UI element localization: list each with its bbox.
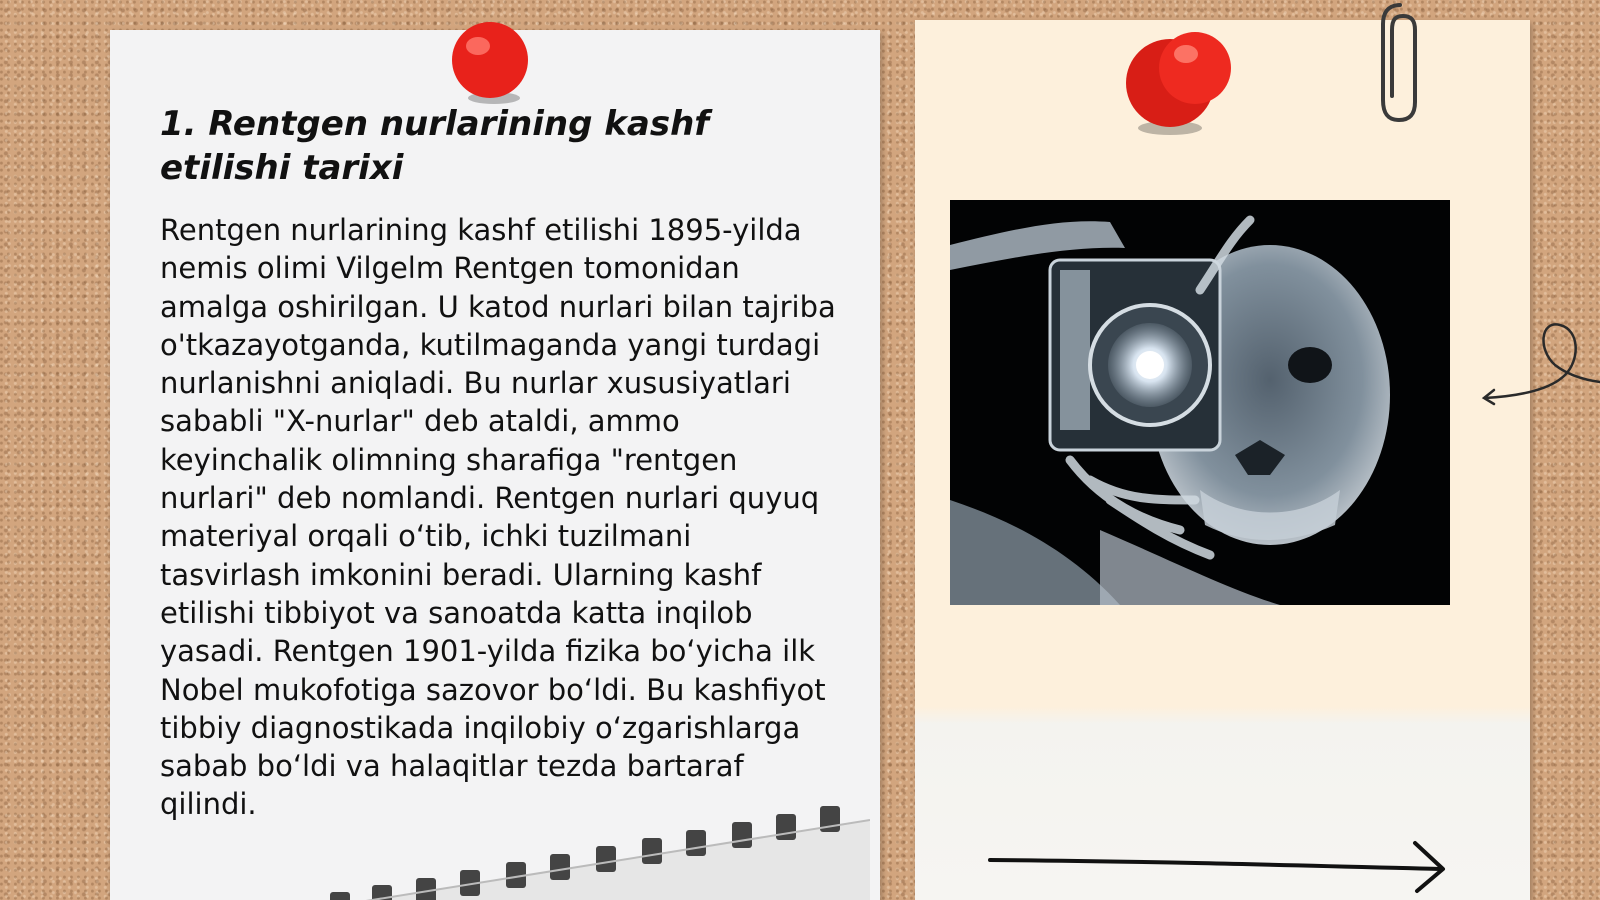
right-arrow-icon [985, 835, 1450, 895]
slide-title: 1. Rentgen nurlarining kashf etilishi tarixi [160, 104, 710, 188]
push-pin-icon [448, 18, 534, 108]
torn-notebook-edge-icon [310, 800, 870, 900]
push-pin-icon [1120, 28, 1240, 138]
squiggle-arrow-icon [1480, 310, 1600, 410]
paperclip-icon [1375, 0, 1425, 125]
slide-body-text: Rentgen nurlarining kashf etilishi 1895-yilda nemis olimi Vilgelm Rentgen tomonidan amalga oshirilgan. U katod nurlari bilan tajriba o'tkazayotganda, kutilmaganda yangi turdagi nurlanishni aniqladi. Bu nurlar xususiyatlari sababli "X-nurlar" deb ataldi, ammo keyinchalik olimning sharafiga "rentgen nurlari" deb nomlandi. Rentgen nurlari quyuq materiyal orqali oʻtib, ichki tuzilmani tasvirlash imkonini beradi. Ularning kashf etilishi tibbiyot va sanoatda katta inqilob yasadi. Rentgen 1901-yilda fizika boʻyicha ilk Nobel mukofotiga sazovor boʻldi. Bu kashfiyot tibbiy diagnostikada inqilobiy oʻzgarishlarga sabab boʻldi va halaqitlar tezda bartaraf qilindi. [160, 213, 836, 822]
xray-photo [950, 200, 1450, 605]
text-note-card [110, 30, 880, 900]
xray-skeleton-camera-icon [950, 200, 1450, 605]
